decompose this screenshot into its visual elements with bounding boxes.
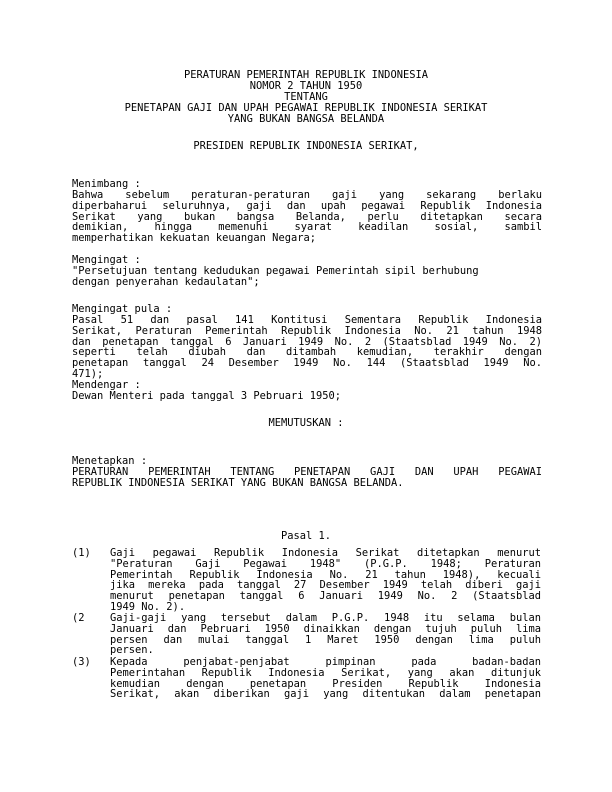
menetapkan-body (72, 467, 542, 489)
item-line: Serikat, akan diberikan gaji yang ditentukan dalam penetapan (110, 688, 541, 701)
menimbang-line: Serikat yang bukan bangsa Belanda, perlu ditetapkan secara (72, 210, 542, 223)
item-line: persen dan mulai tanggal 1 Maret 1950 dengan lima puluh (110, 633, 541, 646)
title-line-3: TENTANG (284, 91, 328, 103)
item-line: kemudian dengan penetapan Presiden Republik Indonesia (110, 677, 541, 690)
pasal-1-title: Pasal 1. (280, 530, 332, 542)
mendengar-line: Dewan Menteri pada tanggal 3 Pebruari 1950; (72, 390, 341, 402)
title-line-4: PENETAPAN GAJI DAN UPAH PEGAWAI REPUBLIK INDONESIA SERIKAT (124, 102, 488, 114)
item-line: Pemerintah Republik Indonesia No. 21 tahun 1948), kecuali (110, 568, 541, 581)
menimbang-line: diperbaharui seluruhnya, gaji dan upah pegawai Republik Indonesia (72, 199, 542, 212)
mengingat-pula-line: penetapan tanggal 24 Desember 1949 No. 144 (Staatsblad 1949 No. (72, 357, 542, 370)
pasal-1-item-2 (110, 613, 541, 656)
menimbang-body (72, 190, 542, 244)
item-line: Gaji-gaji yang tersebut dalam P.G.P. 1948 itu selama bulan (110, 612, 541, 624)
pasal-1-item-3 (110, 657, 541, 700)
title-line-5: YANG BUKAN BANGSA BELANDA (227, 113, 385, 125)
item-line: persen. (110, 644, 154, 657)
president-heading: PRESIDEN REPUBLIK INDONESIA SERIKAT, (193, 140, 419, 152)
mengingat-pula-label: Mengingat pula : (72, 303, 173, 315)
menetapkan-line: REPUBLIK INDONESIA SERIKAT YANG BUKAN BANGSA BELANDA. (72, 476, 404, 489)
title-line-2: NOMOR 2 TAHUN 1950 (249, 80, 363, 92)
item-line: "Peraturan Gaji Pegawai 1948" (P.G.P. 1948; Peraturan (110, 557, 541, 570)
mengingat-pula-line: Serikat, Peraturan Pemerintah Republik Indonesia No. 21 tahun 1948 (72, 324, 542, 337)
item-line: jika mereka pada tanggal 27 Desember 1949 telah diberi gaji (110, 579, 541, 592)
item-line: Gaji pegawai Republik Indonesia Serikat ditetapkan menurut (110, 547, 541, 559)
menimbang-label: Menimbang : (72, 178, 141, 190)
item-line: Pemerintahan Republik Indonesia Serikat, yang akan ditunjuk (110, 666, 541, 679)
mendengar-label: Mendengar : (72, 379, 141, 391)
menimbang-line: memperhatikan kekuatan keuangan Negara; (72, 232, 316, 245)
menetapkan-label: Menetapkan : (72, 455, 148, 467)
item-line: menurut penetapan tanggal 6 Januari 1949 No. 2 (Staatsblad (110, 590, 541, 603)
menimbang-line: Bahwa sebelum peraturan-peraturan gaji yang sekarang berlaku (72, 189, 542, 201)
mengingat-pula-line: seperti telah diubah dan ditambah kemudian, terakhir dengan (72, 346, 542, 359)
pasal-1-item-1 (110, 548, 541, 613)
item-line: Kepada penjabat-penjabat pimpinan pada badan-badan (110, 656, 541, 668)
item-number: (3) (72, 656, 91, 668)
mengingat-body (72, 266, 542, 288)
mengingat-label: Mengingat : (72, 254, 141, 266)
item-line: Januari dan Pebruari 1950 dinaikkan dengan tujuh puluh lima (110, 622, 541, 635)
mengingat-line: dengan penyerahan kedaulatan"; (72, 275, 260, 288)
item-number: (2 (72, 612, 85, 624)
item-number: (1) (72, 547, 91, 559)
mengingat-pula-line: Pasal 51 dan pasal 141 Kontitusi Sementara Republik Indonesia (72, 314, 542, 326)
item-line: 1949 No. 2). (110, 600, 186, 613)
menimbang-line: demikian, hingga memenuhi syarat keadilan sosial, sambil (72, 221, 542, 234)
title-line-1: PERATURAN PEMERINTAH REPUBLIK INDONESIA (184, 69, 428, 81)
mengingat-pula-line: 471); (72, 367, 104, 380)
memutuskan-heading: MEMUTUSKAN : (268, 417, 344, 429)
menetapkan-line: PERATURAN PEMERINTAH TENTANG PENETAPAN GAJI DAN UPAH PEGAWAI (72, 466, 542, 478)
mengingat-line: "Persetujuan tentang kedudukan pegawai Pemerintah sipil berhubung (72, 265, 479, 277)
mengingat-pula-body (72, 315, 542, 380)
mengingat-pula-line: dan penetapan tanggal 6 Januari 1949 No. 2 (Staatsblad 1949 No. 2) (72, 335, 542, 348)
